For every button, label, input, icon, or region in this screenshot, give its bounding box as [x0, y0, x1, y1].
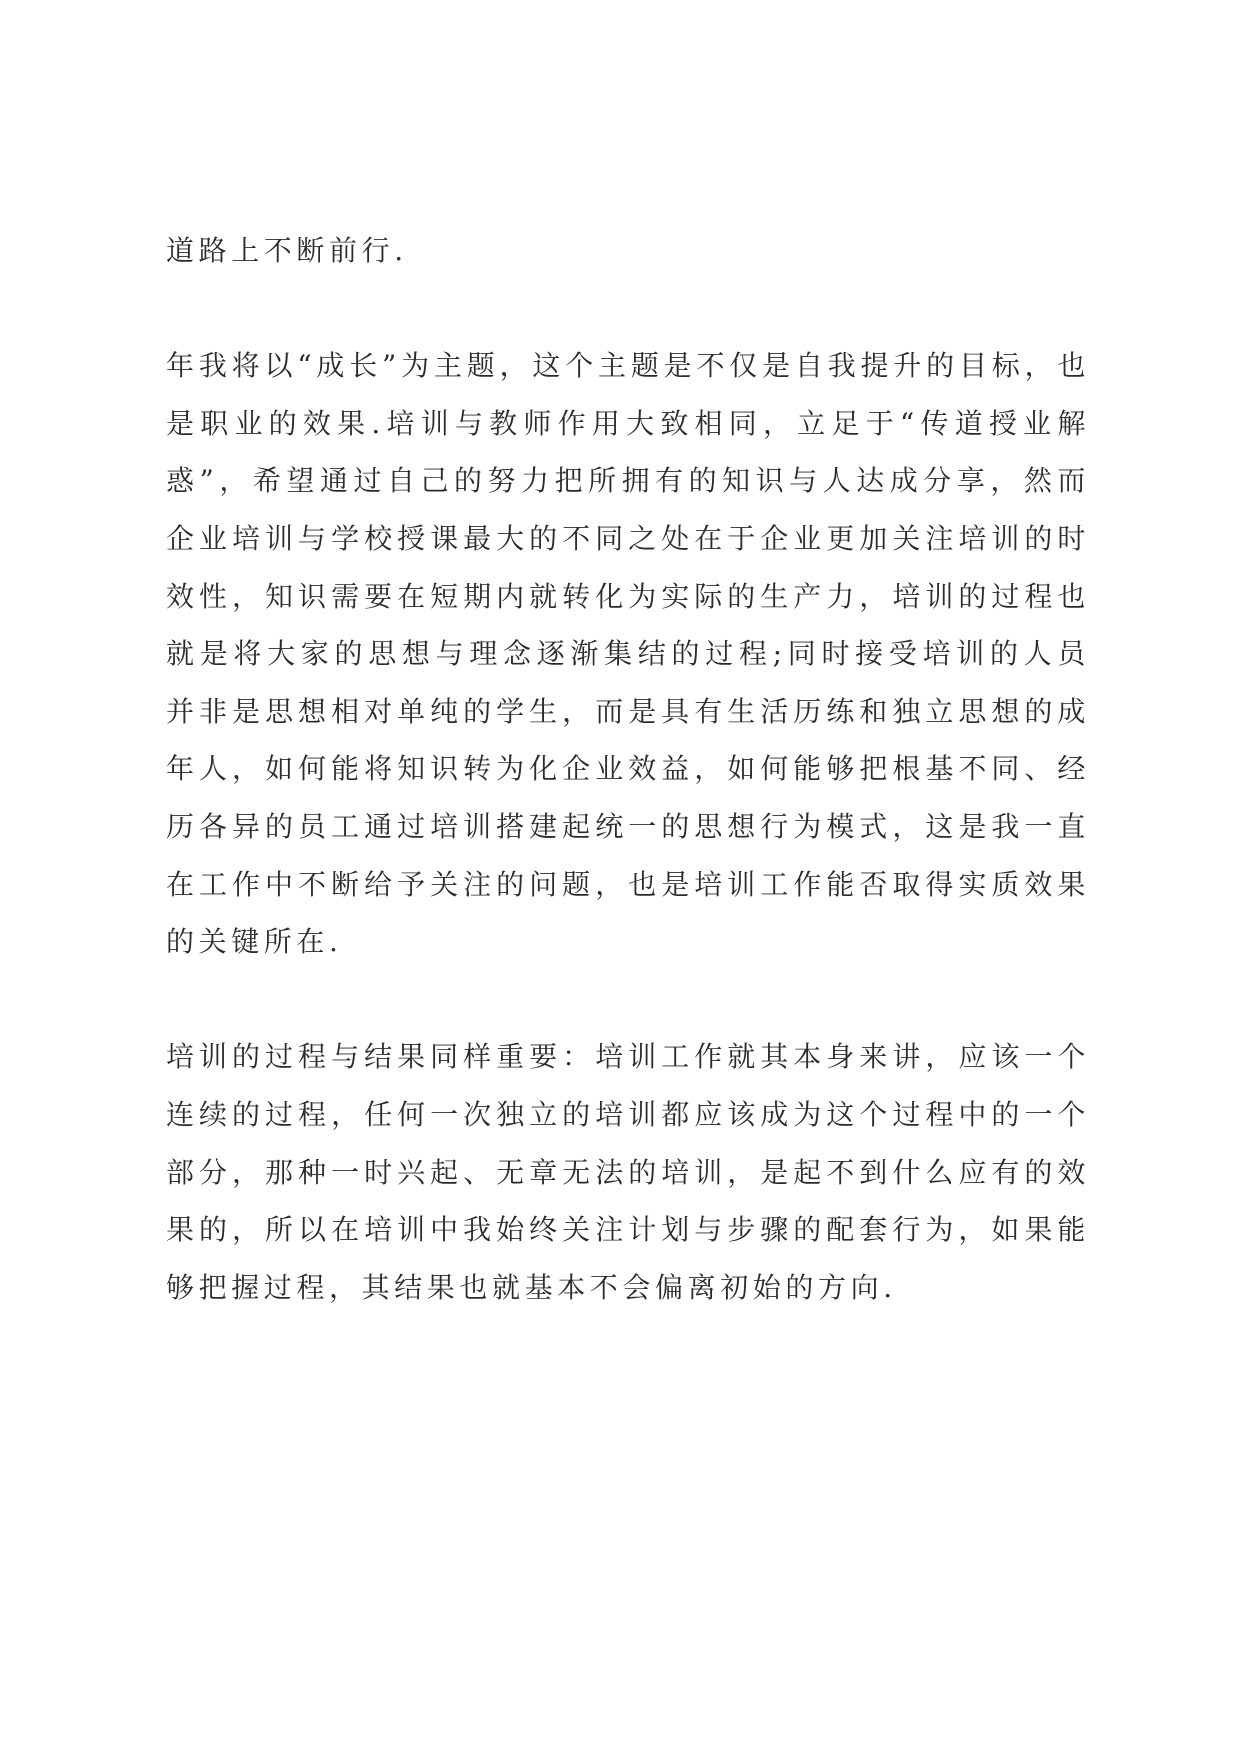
paragraph-1: 道路上不断前行.: [166, 234, 408, 267]
paragraph-2: 年我将以“成长”为主题，这个主题是不仅是自我提升的目标，也是职业的效果.培训与教师作用大致相同，立足于“传道授业解惑”，希望通过自己的努力把所拥有的知识与人达成分享，然而企业培训与学校授课最大的不同之处在于企业更加关注培训的时效性，知识需要在短期内就转化为实际的生产力，培训的过程也就是将大家的思想与理念逐渐集结的过程;同时接受培训的人员并非是思想相对单纯的学生，而是具有生活历练和独立思想的成年人，如何能将知识转为化企业效益，如何能够把根基不同、经历各异的员工通过培训搭建起统一的思想行为模式，这是我一直在工作中不断给予关注的问题，也是培训工作能否取得实质效果的关键所在.: [166, 349, 1090, 959]
paragraph-3: 培训的过程与结果同样重要：培训工作就其本身来讲，应该一个连续的过程，任何一次独立的培训都应该成为这个过程中的一个部分，那种一时兴起、无章无法的培训，是起不到什么应有的效果的，所以在培训中我始终关注计划与步骤的配套行为，如果能够把握过程，其结果也就基本不会偏离初始的方向.: [166, 1040, 1090, 1304]
document-body: [166, 222, 1090, 1316]
paragraph-spacer: [166, 971, 1090, 1029]
paragraph-spacer: [166, 280, 1090, 338]
